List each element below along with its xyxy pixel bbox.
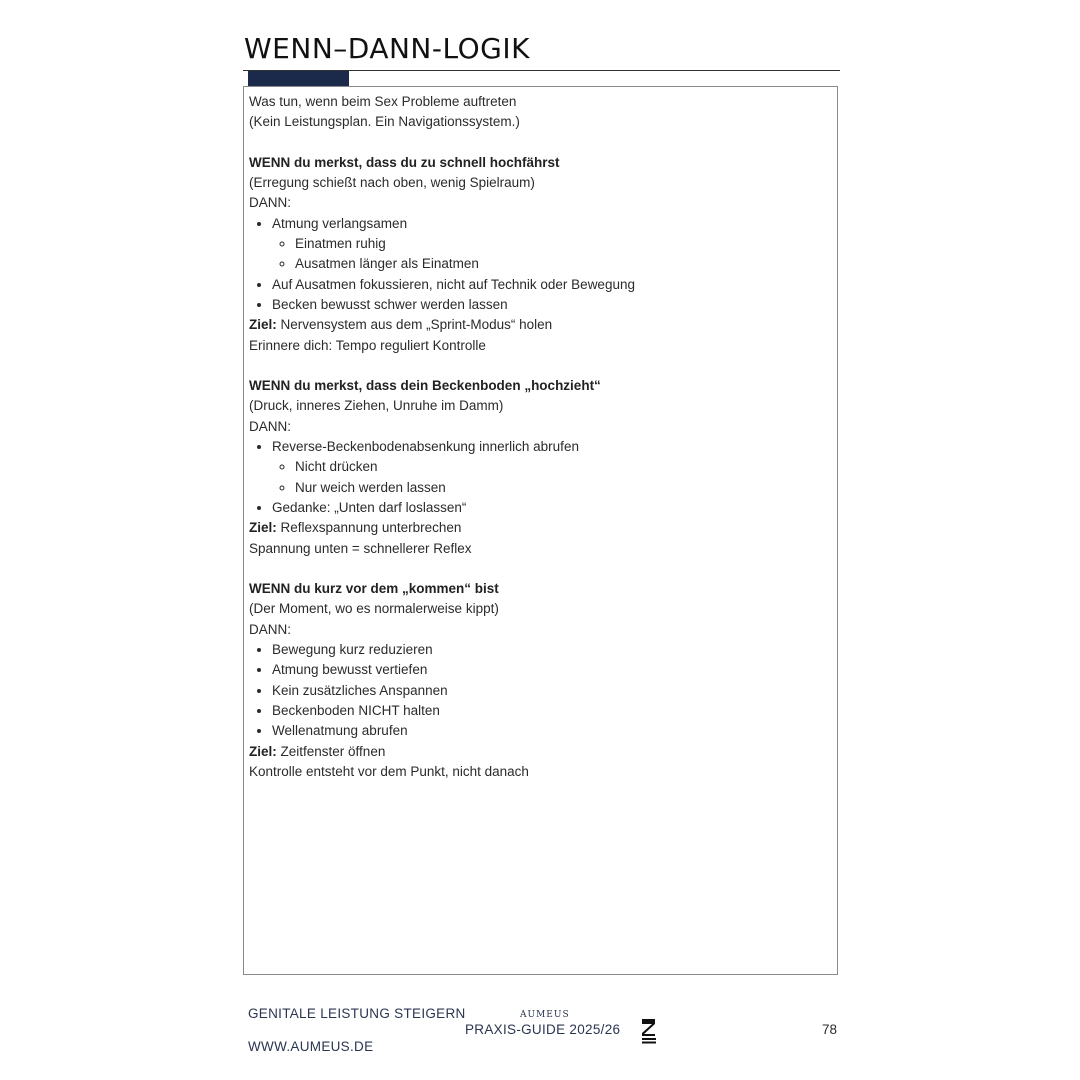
list-item: • Becken bewusst schwer werden lassen bbox=[272, 295, 829, 315]
intro-line: (Kein Leistungsplan. Ein Navigationssystem.) bbox=[249, 114, 520, 130]
spacer bbox=[249, 133, 829, 153]
list-item: • Atmung verlangsamen ◦ Einatmen ruhig ◦ Ausatmen länger als Einatmen bbox=[272, 214, 829, 275]
footer-website: WWW.AUMEUS.DE bbox=[248, 1039, 374, 1054]
book-logo-icon bbox=[641, 1018, 657, 1046]
bullet-list bbox=[249, 640, 829, 741]
list-item: • Reverse-Beckenbodenabsenkung innerlich abrufen ◦ Nicht drücken ◦ Nur weich werden lassen bbox=[272, 437, 829, 498]
note-line: Spannung unten = schnellerer Reflex bbox=[249, 540, 472, 556]
spacer bbox=[249, 356, 829, 376]
section-subtitle: (Der Moment, wo es normalerweise kippt) bbox=[249, 601, 499, 617]
footer-brand: AUMEUS bbox=[520, 1010, 570, 1020]
intro-line: Was tun, wenn beim Sex Probleme auftreten bbox=[249, 94, 517, 109]
list-item: • Beckenboden NICHT halten bbox=[272, 701, 829, 721]
dann-label: DANN: bbox=[249, 195, 292, 211]
page-title: WENN–DANN-LOGIK bbox=[244, 32, 530, 65]
section-subtitle: (Erregung schießt nach oben, wenig Spielraum) bbox=[249, 175, 535, 191]
sub-bullet-list bbox=[272, 457, 829, 498]
footer-book-title: GENITALE LEISTUNG STEIGERN bbox=[248, 1006, 466, 1021]
title-accent-bar bbox=[248, 71, 349, 86]
section-heading: WENN du merkst, dass du zu schnell hochfährst bbox=[249, 154, 560, 170]
list-item: ◦ Einatmen ruhig bbox=[295, 234, 829, 254]
goal-line: Ziel: Reflexspannung unterbrechen bbox=[249, 520, 462, 536]
page-number: 78 bbox=[822, 1022, 838, 1037]
section-heading: WENN du merkst, dass dein Beckenboden „hochzieht“ bbox=[249, 378, 601, 394]
list-item: ◦ Ausatmen länger als Einatmen bbox=[295, 254, 829, 274]
list-item: ◦ Nur weich werden lassen bbox=[295, 478, 829, 498]
spacer bbox=[249, 559, 829, 579]
bullet-list bbox=[249, 437, 829, 518]
list-item: • Auf Ausatmen fokussieren, nicht auf Technik oder Bewegung bbox=[272, 275, 829, 295]
content-body bbox=[249, 92, 829, 782]
list-item: • Kein zusätzliches Anspannen bbox=[272, 681, 829, 701]
note-line: Kontrolle entsteht vor dem Punkt, nicht danach bbox=[249, 763, 529, 779]
bullet-list bbox=[249, 214, 829, 315]
section-subtitle: (Druck, inneres Ziehen, Unruhe im Damm) bbox=[249, 398, 504, 414]
footer-guide-label: PRAXIS-GUIDE 2025/26 bbox=[465, 1022, 621, 1037]
dann-label: DANN: bbox=[249, 621, 292, 637]
list-item: • Atmung bewusst vertiefen bbox=[272, 660, 829, 680]
sub-bullet-list bbox=[272, 234, 829, 275]
dann-label: DANN: bbox=[249, 418, 292, 434]
list-item: • Bewegung kurz reduzieren bbox=[272, 640, 829, 660]
section-heading: WENN du kurz vor dem „kommen“ bist bbox=[249, 581, 499, 597]
list-item: • Gedanke: „Unten darf loslassen“ bbox=[272, 498, 829, 518]
goal-line: Ziel: Zeitfenster öffnen bbox=[249, 743, 386, 759]
note-line: Erinnere dich: Tempo reguliert Kontrolle bbox=[249, 337, 486, 353]
list-item: • Wellenatmung abrufen bbox=[272, 721, 829, 741]
goal-line: Ziel: Nervensystem aus dem „Sprint-Modus“ holen bbox=[249, 317, 553, 333]
list-item: ◦ Nicht drücken bbox=[295, 457, 829, 477]
